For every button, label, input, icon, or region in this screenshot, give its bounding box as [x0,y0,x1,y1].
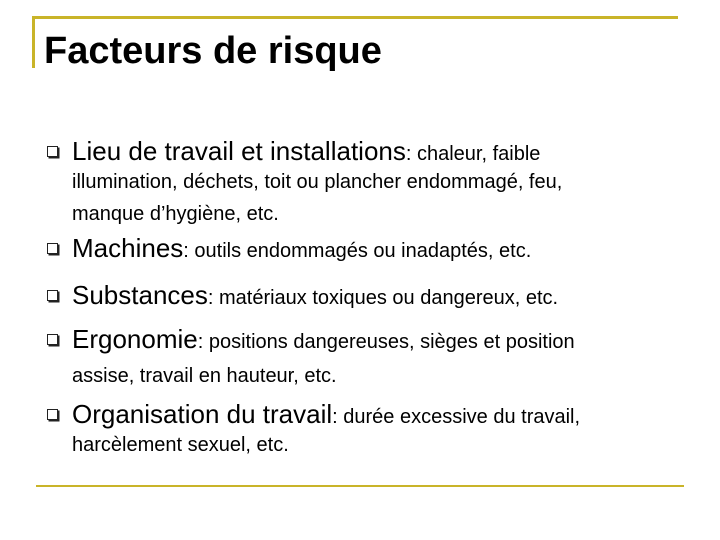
frame-top-rule [32,16,678,19]
square-bullet-icon [47,146,58,157]
item-term: Machines [72,233,184,263]
list-item [72,399,672,461]
square-bullet-icon [47,409,58,420]
list-item [72,136,672,230]
item-continuation: illumination, déchets, toit ou plancher endommagé, feu, [72,171,563,193]
item-description: : positions dangereuses, sièges et position [197,331,575,353]
item-term: Organisation du travail [72,399,333,429]
item-continuation: manque d’hygiène, etc. [72,203,279,225]
list-item [72,233,672,263]
item-term: Ergonomie [72,324,198,354]
list-item [72,280,672,310]
item-description: : outils endommagés ou inadaptés, etc. [183,240,532,262]
item-continuation: assise, travail en hauteur, etc. [72,365,337,387]
item-description: : matériaux toxiques ou dangereux, etc. [207,287,559,309]
list-item [72,324,672,392]
square-bullet-icon [47,243,58,254]
slide-title: Facteurs de risque [44,30,382,72]
item-term: Lieu de travail et installations [72,136,406,166]
frame-bottom-rule [36,485,684,487]
item-term: Substances [72,280,208,310]
item-description: : chaleur, faible [405,143,541,165]
square-bullet-icon [47,290,58,301]
item-description: : durée excessive du travail, [332,406,581,428]
item-continuation: harcèlement sexuel, etc. [72,434,289,456]
frame-left-rule [32,16,35,68]
square-bullet-icon [47,334,58,345]
